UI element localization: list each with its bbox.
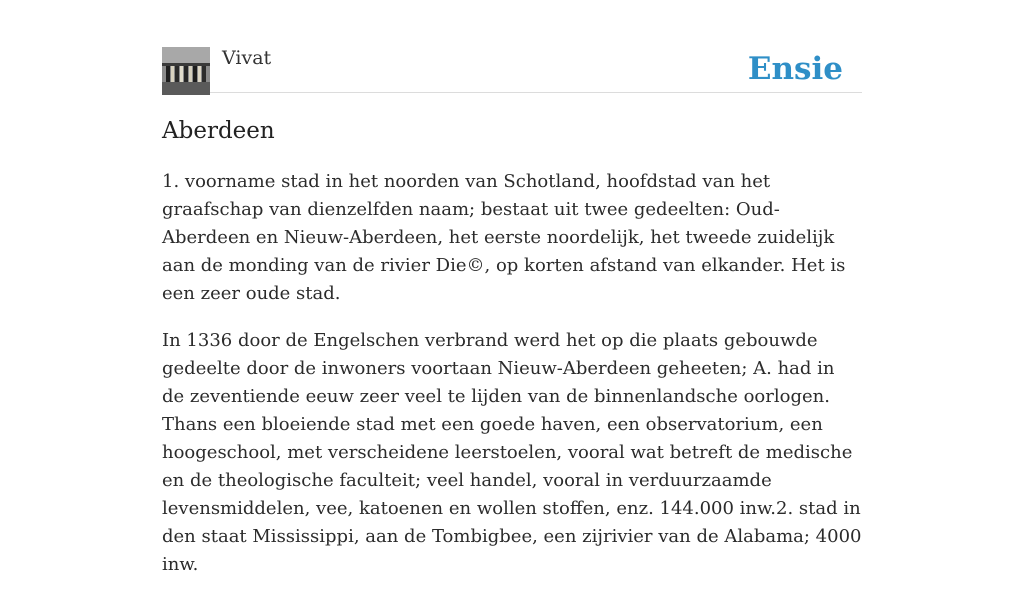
- brand-logo[interactable]: Ensie: [747, 51, 843, 87]
- source-name[interactable]: Vivat: [222, 47, 272, 69]
- bookshelf-avatar-icon[interactable]: [162, 47, 210, 95]
- page-title: Aberdeen: [162, 118, 275, 144]
- article-paragraph: In 1336 door de Engelschen verbrand werd het op die plaats gebouwde gedeelte door de inwoners voortaan Nieuw-Aberdeen geheeten; A. had in de zeventiende eeuw zeer veel te lijden van de binnenlandsche oorlogen. Thans een bloeiende stad met een goede haven, een observatorium, een hoogeschool, met verscheidene leerstoelen, vooral wat betreft de medische en de theologische faculteit; veel handel, vooral in verduurzaamde levensmiddelen, vee, katoenen en wollen stoffen, enz. 144.000 inw.2. stad in den staat Mississippi, aan de Tombigbee, een zijrivier van de Alabama; 4000 inw.: [162, 330, 862, 575]
- article-paragraph: 1. voorname stad in het noorden van Schotland, hoofdstad van het graafschap van dienzelfden naam; bestaat uit twee gedeelten: Oud-Aberdeen en Nieuw-Aberdeen, het eerste noordelijk, het tweede zuidelijk aan de monding van de rivier Die©, op korten afstand van elkander. Het is een zeer oude stad.: [162, 171, 846, 304]
- article-container: [162, 0, 862, 575]
- article-header: [162, 47, 862, 93]
- bookshelf-image: [162, 47, 210, 95]
- article-body: [162, 168, 862, 598]
